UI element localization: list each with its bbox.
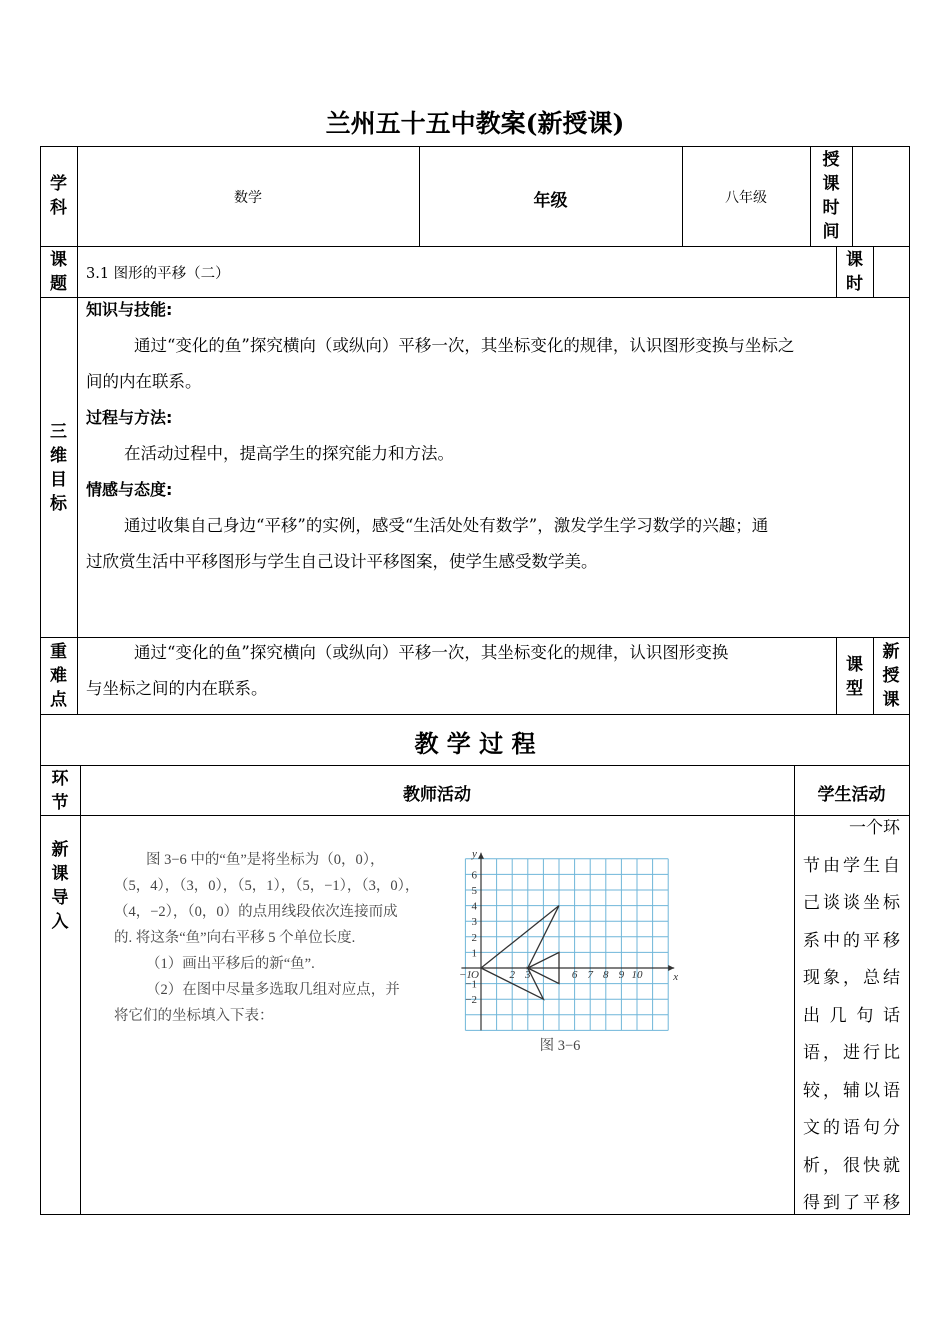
process-heading-title: 教 学 过 程 <box>414 730 536 758</box>
stage-intro-label: 新课导入 <box>51 840 69 932</box>
y-axis-name: y <box>472 847 477 860</box>
figure-problem-text <box>114 847 444 1029</box>
topic-label: 课题 <box>50 250 67 294</box>
lesson-type-value: 新授课 <box>882 642 900 710</box>
knowledge-heading: 知识与技能: <box>86 300 173 319</box>
emotion-text: 通过收集自己身边“平移”的实例，感受“生活处处有数学”，激发学生学习数学的兴趣；通 <box>124 516 769 535</box>
time-label: 授课时间 <box>822 150 840 242</box>
x-axis-name: x <box>673 971 679 983</box>
x-tick-label: 10 <box>631 969 643 981</box>
grade-label: 年级 <box>533 191 568 211</box>
goals-content <box>86 292 906 580</box>
x-tick-label: 2 <box>509 969 515 981</box>
col-stage-header: 环节 <box>51 769 69 813</box>
figure-line: （5，4），（3，0），（5，1），（5，−1），（3，0）， <box>114 878 420 894</box>
figure-line: （4，−2），（0，0）的点用线段依次连接而成 <box>114 904 398 920</box>
y-axis-arrow <box>478 853 484 859</box>
student-line: 语，进行比 <box>803 1043 900 1063</box>
student-line: 出几句话 <box>803 1005 900 1026</box>
col-teacher-header: 教师活动 <box>403 785 471 805</box>
student-line: 较，辅以语 <box>803 1080 900 1101</box>
student-line: 己谈谈坐标 <box>803 893 900 913</box>
key-points-text: 通过“变化的鱼”探究横向（或纵向）平移一次，其坐标变化的规律，认识图形变换 <box>134 643 729 662</box>
lesson-type-label: 课型 <box>846 655 863 699</box>
figure-line: 图 3−6 中的“鱼”是将坐标为（0，0）， <box>146 852 385 868</box>
figure-line: （1）画出平移后的新“鱼”. <box>146 956 315 972</box>
student-line: 文的语句分 <box>803 1118 900 1138</box>
process-text: 在活动过程中，提高学生的探究能力和方法。 <box>124 444 454 463</box>
y-tick-label: 2 <box>471 931 477 944</box>
y-tick-label: −2 <box>465 994 477 1007</box>
subject-value: 数学 <box>234 190 262 206</box>
x-tick-label: −1 <box>458 969 472 981</box>
x-tick-label: 9 <box>618 969 625 981</box>
subject-label: 学科 <box>50 174 67 218</box>
process-heading: 过程与方法: <box>86 408 173 427</box>
figure-line: （2）在图中尽量多选取几组对应点，并 <box>146 982 400 998</box>
y-tick-label: 1 <box>471 947 477 960</box>
key-points-label: 重难点 <box>50 642 67 710</box>
student-line: 现象，总结 <box>803 968 900 988</box>
student-line: 得到了平移 <box>803 1193 900 1213</box>
grade-value: 八年级 <box>725 190 767 206</box>
student-line: 一个环 <box>849 818 900 838</box>
x-tick-label: 3 <box>525 969 531 981</box>
page-title: 兰州五十五中教案(新授课) <box>325 109 625 138</box>
x-tick-label: 7 <box>587 969 593 981</box>
x-tick-label: 8 <box>603 969 609 981</box>
student-activity-text <box>803 810 900 1223</box>
x-tick-label: O <box>471 969 479 981</box>
emotion-text-cont: 过欣赏生活中平移图形与学生自己设计平移图案，使学生感受数学美。 <box>86 552 598 571</box>
y-tick-label: −1 <box>465 978 477 991</box>
y-tick-label: 5 <box>471 885 477 897</box>
y-tick-label: 6 <box>471 869 477 882</box>
figure-line: 的. 将这条“鱼”向右平移 5 个单位长度. <box>114 930 356 946</box>
y-tick-label: 3 <box>471 916 477 929</box>
knowledge-text-cont: 间的内在联系。 <box>86 372 202 391</box>
hours-label: 课时 <box>846 250 863 294</box>
coordinate-grid-figure <box>446 847 679 1030</box>
key-points-text-cont: 与坐标之间的内在联系。 <box>86 679 268 698</box>
goals-label: 三维目标 <box>50 422 67 514</box>
student-line: 析，很快就 <box>803 1155 900 1176</box>
knowledge-text: 通过“变化的鱼”探究横向（或纵向）平移一次，其坐标变化的规律，认识图形变换与坐标之 <box>134 336 795 355</box>
emotion-heading: 情感与态度: <box>86 480 173 499</box>
col-student-header: 学生活动 <box>817 785 886 805</box>
key-points-content <box>86 635 834 707</box>
student-line: 节由学生自 <box>803 855 900 876</box>
topic-value: 3.1 图形的平移（二） <box>86 266 230 282</box>
y-tick-label: 4 <box>471 900 477 913</box>
figure-line: 将它们的坐标填入下表： <box>114 1008 274 1024</box>
x-tick-label: 6 <box>571 969 578 981</box>
student-line: 系中的平移 <box>803 930 900 951</box>
figure-caption: 图 3−6 <box>539 1038 581 1054</box>
